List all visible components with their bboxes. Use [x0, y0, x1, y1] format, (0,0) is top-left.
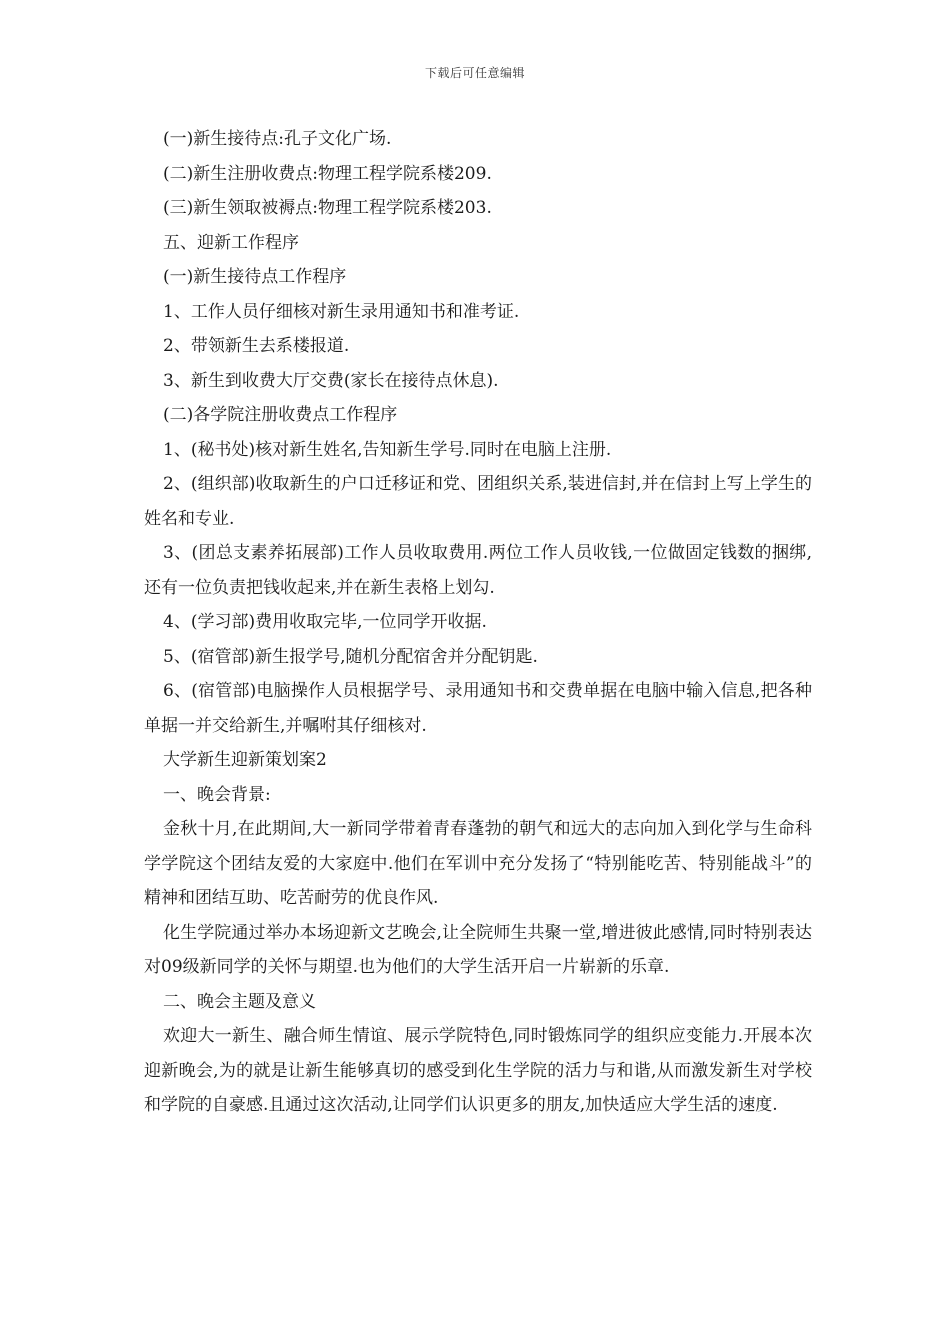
- paragraph-5: (一)新生接待点工作程序: [163, 267, 347, 287]
- paragraph-18: 金秋十月,在此期间,大一新同学带着青春蓬勃的朝气和远大的志向加入到化学与生命科学学院这个团结友爱的大家庭中.他们在军训中充分发扬了“特别能吃苦、特别能战斗”的精神和团结互助、吃苦耐劳的优良作风.: [144, 819, 812, 908]
- paragraph-15: 6、(宿管部)电脑操作人员根据学号、录用通知书和交费单据在电脑中输入信息,把各种单据一并交给新生,并嘱咐其仔细核对.: [144, 681, 812, 736]
- page-header: 下载后可任意编辑: [424, 66, 525, 80]
- paragraph-8: 3、新生到收费大厅交费(家长在接待点休息).: [163, 370, 499, 391]
- paragraph-10: 1、(秘书处)核对新生姓名,告知新生学号.同时在电脑上注册.: [163, 439, 612, 460]
- paragraph-19: 化生学院通过举办本场迎新文艺晚会,让全院师生共聚一堂,增进彼此感情,同时特别表达对09级新同学的关怀与期望.也为他们的大学生活开启一片崭新的乐章.: [144, 922, 812, 977]
- paragraph-7: 2、带领新生去系楼报道.: [163, 336, 350, 356]
- paragraph-13: 4、(学习部)费用收取完毕,一位同学开收据.: [163, 612, 487, 632]
- paragraph-14: 5、(宿管部)新生报学号,随机分配宿舍并分配钥匙.: [163, 646, 538, 667]
- paragraph-21: 欢迎大一新生、融合师生情谊、展示学院特色,同时锻炼同学的组织应变能力.开展本次迎新晚会,为的就是让新生能够真切的感受到化生学院的活力与和谐,从而激发新生对学校和学院的自豪感.且通过这次活动,让同学们认识更多的朋友,加快适应大学生活的速度.: [144, 1026, 812, 1115]
- paragraph-1: (一)新生接待点:孔子文化广场.: [163, 129, 392, 149]
- document-subtitle: 大学新生迎新策划案2: [163, 750, 327, 770]
- document-body: [144, 122, 812, 1123]
- paragraph-11: 2、(组织部)收取新生的户口迁移证和党、团组织关系,装进信封,并在信封上写上学生的姓名和专业.: [144, 474, 812, 529]
- paragraph-12: 3、(团总支素养拓展部)工作人员收取费用.两位工作人员收钱,一位做固定钱数的捆绑,还有一位负责把钱收起来,并在新生表格上划勾.: [144, 543, 812, 598]
- paragraph-6: 1、工作人员仔细核对新生录用通知书和准考证.: [163, 301, 520, 322]
- paragraph-3: (三)新生领取被褥点:物理工程学院系楼203.: [163, 198, 492, 218]
- section-heading-5: 五、迎新工作程序: [163, 232, 299, 253]
- section-heading-2: 二、晚会主题及意义: [163, 991, 316, 1012]
- paragraph-2: (二)新生注册收费点:物理工程学院系楼209.: [163, 163, 492, 184]
- paragraph-9: (二)各学院注册收费点工作程序: [163, 405, 398, 425]
- section-heading-1: 一、晚会背景:: [163, 784, 271, 805]
